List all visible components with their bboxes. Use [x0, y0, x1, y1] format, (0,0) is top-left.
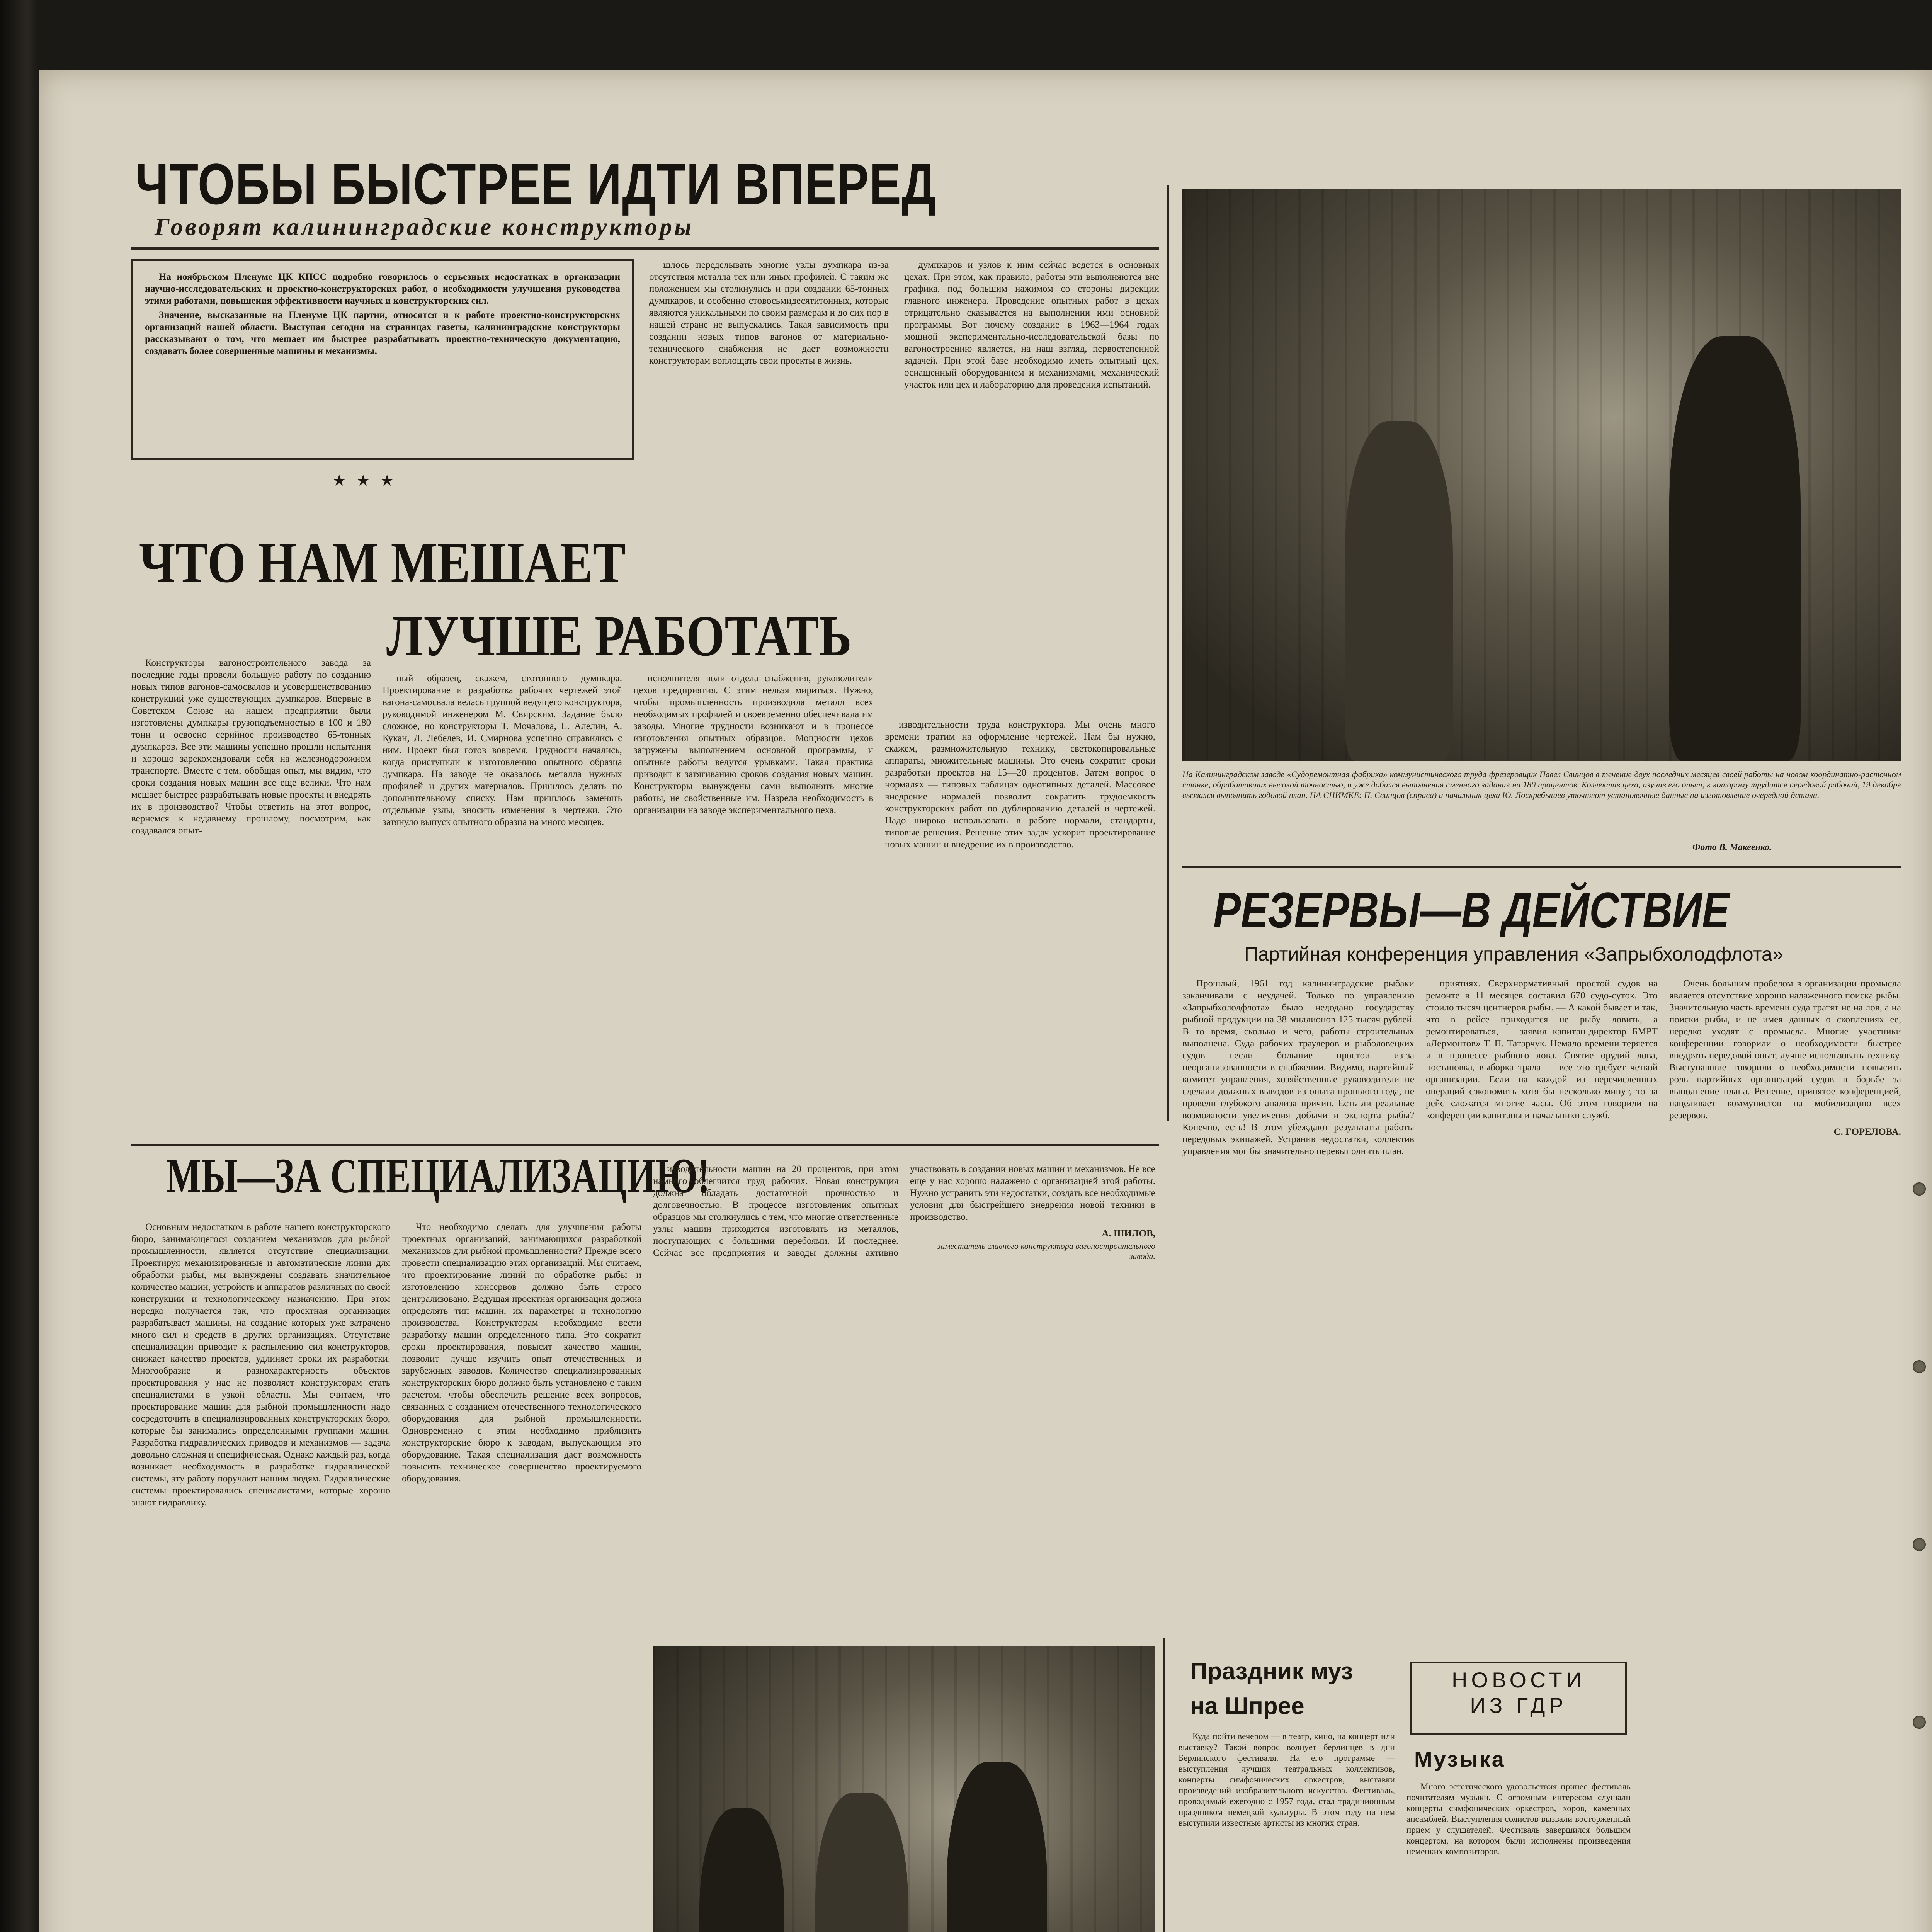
news-box-title	[1410, 1662, 1627, 1735]
photo-figure	[947, 1762, 1047, 1932]
paragraph: Куда пойти вечером — в театр, кино, на концерт или выставку? Такой вопрос волнует берлинцев в дни Берлинского фестиваля. На его программе — выступления лучших театральных коллективов, концерты симфонических оркестров, выставки произведений изобразительного искусства. Фестиваль, проводимый ежегодно с 1957 года, стал традиционным праздником немецкой культуры. В этом году на нем выступили известные артисты из многих стран.	[1179, 1731, 1395, 1828]
photo-figure	[1669, 336, 1801, 761]
intro-paragraph: На ноябрьском Пленуме ЦК КПСС подробно говорилось о серьезных недостатках в организации научно-исследовательских и проектно-конструкторских работ, о необходимости улучшения руководства этими работами, повышения эффективности научных и конструкторских сил.	[145, 272, 620, 306]
photo-figure	[699, 1808, 784, 1932]
article-headline: ЛУЧШЕ РАБОТАТЬ	[386, 604, 852, 668]
box-title-line: ИЗ ГДР	[1470, 1693, 1567, 1718]
paragraph: изводительности машин на 20 процентов, при этом намного облегчится труд рабочих. Новая конструкция должна обладать достаточной прочностью и долговечностью. В процессе изготовления опытных образцов мы столкнулись с тем, что многие ответственные узлы машин приходится изготовлять из металлов, поступающих с большими перебоями. И последнее. Сейчас все предприятия и заводы должны активно участвовать в создании новых машин и механизмов. Не все еще у нас хорошо налажено с организацией этой работы. Нужно устранить эти недостатки, создать все необходимые условия для быстрейшего внедрения новой техники в производство.	[653, 1164, 1155, 1258]
photo-caption: На Калининградском заводе «Судоремонтная фабрика» коммунистического труда фрезеровщик Павел Свинцов в течение двух последних месяцев своей работы на новом координатно-расточном станке, обработавших высокой точностью, и уже добился выполнения сменного задания на 180 процентов. Коллектив цеха, изучив его опыт, к которому трудится передовой рабочий, 19 декабря вызвался выполнить годовой план. НА СНИМКЕ: П. Свинцов (справа) и начальник цеха Ю. Лоскребышев уточняют установочные данные на изготовление очередной детали.	[1182, 769, 1901, 800]
designers-photo	[653, 1646, 1155, 1932]
paragraph: Что необходимо сделать для улучшения работы проектных организаций, занимающихся разработкой механизмов для рыбной промышленности? Прежде всего провести специализацию этих организаций. Мы считаем, что проектирование линий по обработке рыбы и изготовлению консервов должно быть строго централизовано. Ведущая проектная организация должна определять тип машин, их параметры и технологию производства. Конструкторам необходимо вести разработку машин определенного типа. Это сократит сроки проектирования, повысит качество машин, позволит лучше изучить опыт отечественных и зарубежных заводов. Количество специализированных конструкторских бюро должно быть установлено с таким расчетом, чтобы обеспечить решение всех вопросов, связанных с созданием отечественного технологического оборудования для рыбной промышленности. Одновременно с этим необходимо приблизить конструкторские бюро к заводам, выпускающим это оборудование. Такая специализация даст возможность повысить техническое совершенство проектируемого оборудования.	[402, 1222, 641, 1484]
binder-edge	[0, 0, 39, 1932]
box-title-line: НОВОСТИ	[1451, 1668, 1586, 1692]
article-subhead: Партийная конференция управления «Запрыбхолодфлота»	[1244, 943, 1783, 965]
section-headline: Музыка	[1414, 1747, 1505, 1771]
paragraph: ный образец, скажем, стотонного думпкара. Проектирование и разработка рабочих чертежей этой вагона-самосвала велась группой ведущего конструктора, руководимой инженером М. Свирским. Задание было сложное, но конструкторы Т. Мочалова, Е. Алелин, А. Кукан, Л. Лебедев, И. Смирнова успешно справились с ним. Проект был готов вовремя. Трудности начались, когда приступили к изготовлению опытного образца думпкара. На заводе не оказалось металла нужных профилей и других материалов. Пришлось делать по дополнительному списку. Нам пришлось заменять отдельные узлы, вносить изменения в чертежи. Это затянуло выпуск опытного образца на много месяцев.	[383, 673, 622, 827]
paragraph: шлось переделывать многие узлы думпкара из-за отсутствия металла тех или иных профилей. С таким же положением мы столкнулись и при создании 65-тонных думпкаров, и особенно стовосьмидесятитонных, которые являются уникальными по своим размерам и до сих пор в нашей стране не выпускались. Такая зависимость при создании новых типов вагонов от материально-технического снабжения не дает возможности конструкторам воплощать свои проекты в жизнь.	[649, 260, 889, 366]
paragraph: приятиях. Сверхнормативный простой судов на ремонте в 11 месяцев составил 670 судо-суток. Это стоило тысяч центнеров рыбы. — А какой бывает и так, что в рейсе приходится не рыбу ловить, а ремонтироваться, — заявил капитан-директор БМРТ «Лермонтов» Т. П. Татарчук. Немало времени теряется и в процессе рыбного лова. Снятие орудий лова, постановка, выборка трала — все это требует четкой организации. Если на каждой из перечисленных операций сэкономить хотя бы несколько минут, то за рейс сложатся многие часы. Об этом говорили на конференции капитаны и начальники служб.	[1426, 978, 1658, 1121]
text-column	[383, 672, 622, 1151]
paragraph: изводительности труда конструктора. Мы очень много времени тратим на оформление чертежей. Нам бы нужно, скажем, размножительную технику, светокопировальные аппараты, множительные машины. Это очень сократит сроки разработки проектов на 15—20 процентов. Затем вопрос о нормалях — типовых таблицах однотипных деталей. Массовое внедрение нормалей позволит сократить трудоемкость конструкторских работ по дублированию деталей и чертежей. Надо широко использовать в работе нормали, стандарты, типовые решения. Решение этих задач ускорит проектирование новых машин и внедрение их в производство.	[885, 719, 1155, 850]
text-column	[1669, 978, 1901, 1932]
paragraph: думпкаров и узлов к ним сейчас ведется в основных цехах. При этом, как правило, работы эти выполняются вне графика, под большим нажимом со стороны дирекции главного инженера. Проведение опытных работ в цехах отрицательно сказывается на выполнении ими основной программы. Вот почему создание в 1963—1964 годах мощной экспериментально-исследовательской базы по вагоностроению является, на наш взгляд, первостепенной задачей. При этой базе необходимо иметь опытный цех, оснащенный оборудованием и механизмами, механический участок или цех и лабораторию для проведения испытаний.	[904, 260, 1159, 390]
divider	[131, 1144, 1159, 1146]
text-column	[1406, 1781, 1631, 1932]
newspaper-page-left	[39, 70, 1932, 1932]
text-column	[649, 259, 889, 545]
main-headline: ЧТОБЫ БЫСТРЕЕ ИДТИ ВПЕРЕД	[135, 151, 936, 216]
text-column	[402, 1221, 641, 1932]
paragraph: Очень большим пробелом в организации промысла является отсутствие хорошо налаженного поиска рыбы. Значительную часть времени суда тратят не на лов, а на поиски рыбы, и не имея данных о скоплениях ее, нередко уходят с промысла. Многие участники конференции говорили о необходимости быстрее внедрять передовой опыт, лучше использовать технику. Выступавшие говорили о необходимости повысить роль партийных организаций судов в борьбе за выполнение плана. Решение, принятое конференцией, нацеливает коммунистов на мобилизацию всех резервов.	[1669, 978, 1901, 1121]
article-headline: на Шпрее	[1190, 1693, 1304, 1719]
text-column	[131, 657, 371, 1113]
text-column	[885, 719, 1155, 1151]
divider	[1182, 866, 1901, 868]
paragraph: Прошлый, 1961 год калининградские рыбаки заканчивали с неудачей. Только по управлению «Запрыбхолодфлота» было недодано государству рыбной продукции на 38 миллионов 125 тысяч рублей. В то время, сколько и чего, работы строительных выполнена. Суда рабочих траулеров и рыболовецких судов несли большие простои из-за неорганизованности в снабжении. Видимо, партийный комитет управления, хозяйственные руководители не сделали должных выводов из опыта прошлого года, не провели глубокого анализа причин. Есть ли реальные возможности увеличения добычи и экспорта рыбы? Конечно, есть! В этом убеждают результаты работы передовых экипажей. Устранив недостатки, коллектив управления мог бы значительно перевыполнить план.	[1182, 978, 1414, 1156]
main-subhead: Говорят калининградские конструкторы	[155, 213, 694, 240]
text-column	[1179, 1731, 1395, 1932]
article-headline: МЫ—ЗА СПЕЦИАЛИЗАЦИЮ!	[166, 1148, 710, 1203]
column-rule	[1167, 185, 1169, 1121]
signature: С. ГОРЕЛОВА.	[1833, 1127, 1901, 1137]
divider	[131, 247, 1159, 250]
text-column	[1182, 978, 1414, 1681]
binder-hole	[1913, 1182, 1926, 1196]
binder-hole	[1913, 1538, 1926, 1551]
text-column	[634, 672, 873, 1151]
text-column	[904, 259, 1159, 711]
stars-ornament: ★ ★ ★	[332, 472, 397, 489]
signature-title: заместитель главного конструктора вагоностроительного завода.	[937, 1241, 1155, 1261]
photo-credit: Фото В. Макеенко.	[1692, 842, 1772, 852]
article-headline: Праздник муз	[1190, 1658, 1353, 1685]
text-column	[653, 1163, 1155, 1634]
article-headline: РЕЗЕРВЫ—В ДЕЙСТВИЕ	[1213, 882, 1730, 938]
paragraph: Основным недостатком в работе нашего конструкторского бюро, занимающегося созданием механизмов для рыбной промышленности, является отсутствие специализации. Проектируя механизированные и автоматические линии для обработки рыбы, мы вынуждены создавать значительное количество машин, устройств и аппаратов различных по своей конструкции и технологическому назначению. При этом нередко получается так, что проектная организация разрабатывает машины, на создание которых уже затрачено много сил и средств в других организациях. Отсутствие специализации приводит к распылению сил конструкторов, снижает качество проектов, удлиняет сроки их разработки. Многообразие и разнохарактерность объектов проектирования у нас не позволяет конструкторам стать специалистами в узкой области. Мы считаем, что проектирование машин для рыбной промышленности надо сосредоточить в специализированных конструкторских бюро, которые бы занимались определенными группами машин. Разработка гидравлических приводов и механизмов — задача довольно сложная и специфическая. Однако каждый раз, когда возникает необходимость в разработке гидравлической системы, эту работу поручают нашим людям. Гидравлические системы проектировались специалистами, которые хорошо знают гидравлику.	[131, 1222, 390, 1508]
factory-photo	[1182, 189, 1901, 761]
paragraph: Много эстетического удовольствия принес фестиваль почитателям музыки. С огромным интересом слушали концерты симфонических оркестров, хоров, камерных ансамблей. Выступления солистов вызвали восторженный прием у слушателей. Фестиваль завершился большим концертом, на котором были исполнены произведения немецких композиторов.	[1406, 1782, 1631, 1856]
text-column	[1426, 978, 1658, 1681]
paragraph: исполнителя воли отдела снабжения, руководители цехов предприятия. С этим нельзя мириться. Нужно, чтобы промышленность производила металл всех необходимых профилей и своевременно обеспечивала им заводы. Многие трудности возникают и в процессе изготовления опытных образцов. Мощности цехов загружены выполнением основной программы, и опытные работы ведутся урывками. Такая практика приводит к затягиванию сроков создания новых машин. Конструкторы вынуждены сами выполнять многие работы, не свойственные им. Назрела необходимость в организации на заводе экспериментального цеха.	[634, 673, 873, 815]
photo-figure	[1345, 421, 1453, 761]
paragraph: Конструкторы вагоностроительного завода за последние годы провели большую работу по созданию новых типов вагонов-самосвалов и усовершенствованию конструкций уже существующих думпкаров. Впервые в Советском Союзе на нашем предприятии были изготовлены думпкары грузоподъемностью в 100 и 180 тонн и освоено серийное производство 65-тонных думпкаров. Все эти машины успешно прошли испытания и хорошо зарекомендовали себя на железнодорожном транспорте. Вместе с тем, обобщая опыт, мы видим, что сроки создания новых машин все еще велики. Что нам мешает быстрее разрабатывать новые проекты и внедрять их в производство? Чтобы ответить на этот вопрос, вернемся к недавнему прошлому, посмотрим, как создавался опыт-	[131, 658, 371, 836]
binder-hole	[1913, 1360, 1926, 1373]
column-rule	[1163, 1638, 1165, 1932]
intro-box	[131, 259, 634, 460]
article-headline: ЧТО НАМ МЕШАЕТ	[139, 531, 626, 595]
text-column	[131, 1221, 390, 1932]
intro-paragraph: Значение, высказанные на Пленуме ЦК партии, относятся и к работе проектно-конструкторских организаций нашей области. Выступая сегодня на страницах газеты, калининградские конструкторы рассказывают о том, что мешает им быстрее разрабатывать проектно-техническую документацию, создавать более совершенные машины и механизмы.	[145, 310, 620, 356]
signature: А. ШИЛОВ,	[1102, 1228, 1155, 1239]
binder-hole	[1913, 1716, 1926, 1729]
photo-figure	[815, 1793, 908, 1932]
